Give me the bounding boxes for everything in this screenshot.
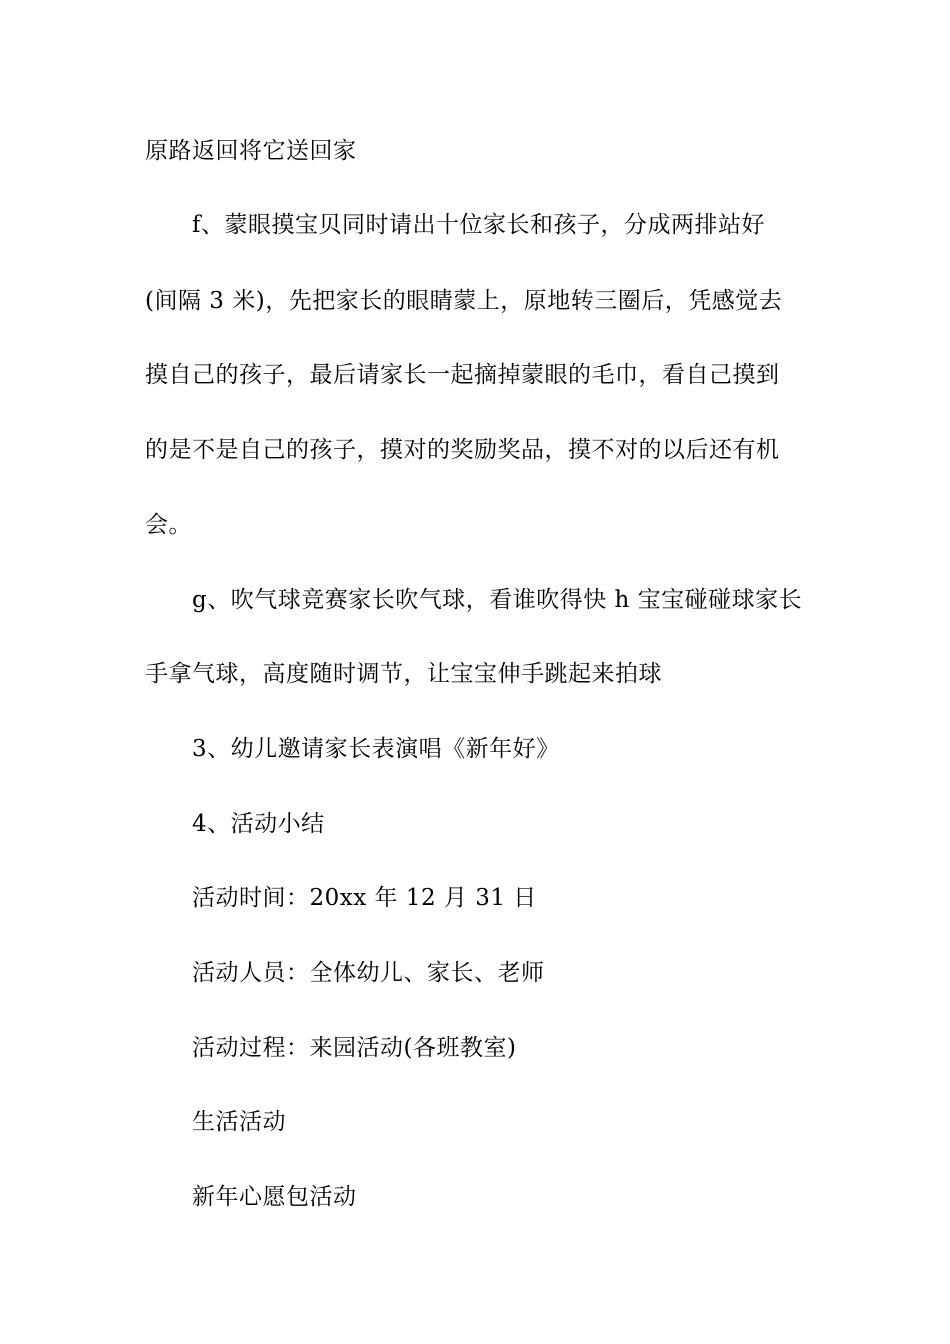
text-line-1: 原路返回将它送回家: [145, 138, 357, 164]
text-line-6: 会。: [145, 512, 192, 538]
text-line-13: 活动过程：来园活动(各班教室): [192, 1035, 517, 1061]
text-line-14: 生活活动: [192, 1109, 286, 1135]
text-line-4: 摸自己的孩子，最后请家长一起摘掉蒙眼的毛巾，看自己摸到: [145, 362, 780, 388]
text-line-10: 4、活动小结: [192, 811, 325, 837]
text-line-15: 新年心愿包活动: [192, 1184, 357, 1210]
text-line-12: 活动人员：全体幼儿、家长、老师: [192, 960, 545, 986]
text-line-3: (间隔 3 米)，先把家长的眼睛蒙上，原地转三圈后，凭感觉去: [145, 288, 783, 314]
text-line-7: g、吹气球竞赛家长吹气球，看谁吹得快 h 宝宝碰碰球家长: [192, 587, 803, 613]
text-line-8: 手拿气球，高度随时调节，让宝宝伸手跳起来拍球: [145, 661, 662, 687]
text-line-11: 活动时间：20xx 年 12 月 31 日: [192, 885, 537, 911]
text-line-2: f、蒙眼摸宝贝同时请出十位家长和孩子，分成两排站好: [192, 212, 766, 238]
text-line-9: 3、幼儿邀请家长表演唱《新年好》: [192, 736, 560, 762]
text-line-5: 的是不是自己的孩子，摸对的奖励奖品，摸不对的以后还有机: [145, 437, 780, 463]
